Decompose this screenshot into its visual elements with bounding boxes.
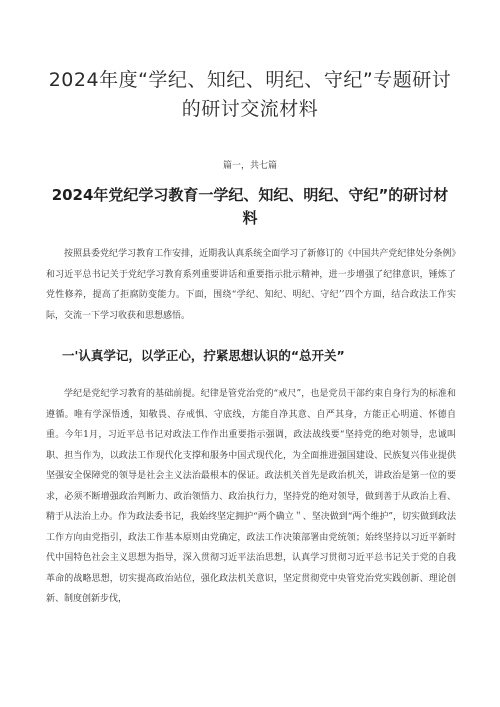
- section-paragraph: 学纪是党纪学习教育的基础前提。纪律是管党治党的“戒尺”，也是党员干部约束自身行为的标准和遵循。唯有学深悟透，知敬畏、存戒惧、守底线，方能自净其意、自严其身，方能正心明道、怀德自重。今年1月，习近平总书记对政法工作作出重要指示强调，政法战线要“坚持党的绝对领导，忠诚叫职、担当作为，以政法工作现代化支撑和服务中国式现代化，为全面推进强国建设、民族复兴伟业提供坚强安全保障党的领导是社会主义法治最根本的保证。政法机关首先是政治机关，讲政治是第一位的要求，必须不断增强政治判断力、政治领悟力、政治执行力，坚持党的绝对领导，做到善于从政治上看、精于从法治上办。作为政法委书记，我始终坚定拥护“两个确立＂、坚决做到“两个维护”，切实做到政法工作方向由党指引，政法工作基本原则由党确定，政法工作决策部署由党统领；始终坚持以习近平新时代中国特色社会主义思想为指导，深入贯彻习近平法治思想，认真学习贯彻习近平总书记关于党的自我革命的战略思想，切实提高政治站位，强化政法机关意识，坚定贯彻党中央管党治党实践创新、理论创新、制度创新步伐，: [46, 389, 456, 604]
- section-heading: 一'认真学记，以学正心，拧紧思想认识的“总开关”: [62, 348, 345, 363]
- document-title: 2024年度“学纪、知纪、明纪、守纪”专题研讨的研讨交流材料: [48, 69, 452, 120]
- intro-paragraph: 按照县委党纪学习教育工作安排，近期我认真系统全面学习了新修订的《中国共产党纪律处分条例》和习近平总书记关于党纪学习教育系列重要讲话和重要指示批示精神，进一步增强了纪律意识，锤炼了党性修养，提高了拒腐防变能力。下面，围绕“学纪、知纪、明纪、守纪’’四个方面，结合政法工作实际，交流一下学习收获和思想感悟。: [46, 249, 456, 321]
- article-title: 2024年党纪学习教育一学纪、知纪、明纪、守纪”的研讨材料: [51, 186, 449, 227]
- part-label: 篇一，共七篇: [222, 161, 277, 171]
